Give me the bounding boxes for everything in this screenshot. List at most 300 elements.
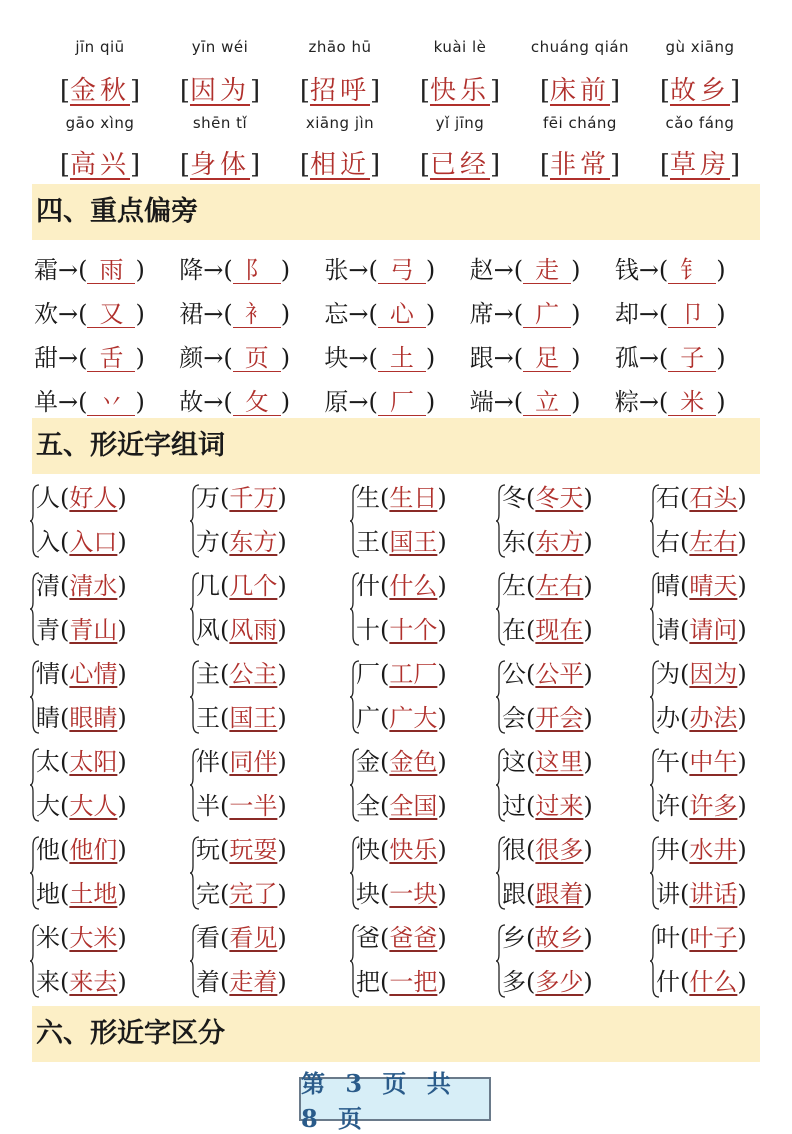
arrow: →(: [203, 388, 233, 416]
group-word: 跟着: [535, 880, 584, 908]
paren-open: (: [680, 880, 690, 908]
group-char: 主: [196, 660, 220, 688]
answer-word: 床前: [549, 76, 610, 106]
paren-close: ): [583, 704, 593, 732]
bracket-open: [: [419, 150, 430, 180]
paren-open: (: [526, 616, 536, 644]
radical-item: [470, 294, 615, 329]
answer-word: 故乡: [669, 76, 730, 106]
arrow: →(: [58, 300, 88, 328]
radical-char: 赵: [469, 256, 494, 284]
group-word: 十个: [389, 616, 438, 644]
group-line: [36, 566, 127, 601]
bracket-open: [: [659, 76, 670, 106]
paren-close: ): [737, 528, 747, 556]
group-char: 清: [36, 572, 60, 600]
paren-close: ): [135, 300, 145, 328]
group-word: 玩耍: [229, 836, 278, 864]
group-line: [196, 698, 287, 733]
paren-open: (: [526, 836, 536, 864]
char-group: [496, 566, 636, 654]
word-row: [40, 70, 760, 107]
group-word: 一把: [389, 968, 438, 996]
group-char: 井: [656, 836, 680, 864]
bracket-open: [: [59, 150, 70, 180]
paren-open: (: [380, 572, 390, 600]
radical-answer: 阝: [233, 257, 281, 284]
paren-close: ): [437, 836, 447, 864]
paren-close: ): [437, 924, 447, 952]
paren-close: ): [737, 704, 747, 732]
pinyin-text: chuáng qián: [530, 38, 630, 56]
section-4-title: 四、重点偏旁: [36, 196, 198, 227]
paren-close: ): [737, 660, 747, 688]
group-word: 土地: [69, 880, 118, 908]
group-line: [656, 830, 747, 865]
radical-char: 霜: [34, 256, 58, 284]
group-char: 午: [656, 748, 680, 776]
paren-close: ): [425, 256, 436, 284]
group-char: 方: [196, 528, 220, 556]
arrow: →(: [638, 256, 669, 284]
radical-row: [34, 294, 760, 329]
group-word: 走着: [229, 968, 278, 996]
radical-char: 故: [179, 388, 204, 416]
paren-close: ): [280, 256, 291, 284]
char-group: [350, 654, 490, 742]
radical-item: [34, 294, 179, 329]
bracket-open: [: [179, 76, 190, 106]
group-char: 伴: [196, 748, 220, 776]
word-answer: [160, 144, 280, 181]
group-line: [502, 874, 593, 909]
pinyin-text: xiāng jìn: [305, 114, 375, 132]
paren-close: ): [583, 792, 593, 820]
radical-char: 块: [324, 344, 349, 372]
paren-open: (: [380, 792, 390, 820]
group-word: 来去: [69, 968, 118, 996]
page-number-box: 第 3 页 共 8 页: [299, 1077, 491, 1121]
radical-char: 单: [34, 388, 58, 416]
char-group: [30, 566, 170, 654]
group-char: 把: [356, 968, 380, 996]
paren-close: ): [437, 792, 447, 820]
pinyin-text: gāo xìng: [65, 114, 135, 132]
paren-open: (: [680, 528, 690, 556]
radical-answer: 衤: [233, 301, 281, 328]
group-word: 心情: [69, 660, 118, 688]
paren-close: ): [716, 256, 726, 284]
group-line: [656, 522, 747, 557]
group-line: [36, 478, 127, 513]
group-row: [30, 918, 760, 1006]
group-char: 晴: [656, 572, 680, 600]
group-line: [36, 610, 127, 645]
group-word: 东方: [535, 528, 584, 556]
radical-char: 席: [469, 300, 494, 328]
word-answer: [280, 70, 400, 107]
paren-close: ): [437, 880, 447, 908]
pinyin-text: cǎo fáng: [665, 114, 735, 132]
group-word: 什么: [389, 572, 438, 600]
paren-open: (: [526, 792, 536, 820]
paren-close: ): [737, 616, 747, 644]
group-line: [656, 610, 747, 645]
arrow: →(: [493, 388, 524, 416]
group-line: [502, 830, 593, 865]
bracket-close: ]: [130, 150, 141, 180]
pinyin-text: yīn wéi: [191, 38, 249, 56]
bracket-open: [: [539, 76, 550, 106]
radical-item: [615, 294, 760, 329]
paren-open: (: [526, 748, 536, 776]
group-word: 国王: [389, 528, 438, 556]
char-group: [650, 566, 790, 654]
group-line: [502, 742, 593, 777]
paren-open: (: [680, 704, 690, 732]
paren-close: ): [437, 968, 447, 996]
word-answer: [40, 70, 160, 107]
group-line: [502, 522, 593, 557]
paren-open: (: [60, 836, 70, 864]
group-line: [502, 962, 593, 997]
radical-answer: 广: [523, 301, 571, 328]
paren-open: (: [526, 484, 536, 512]
group-line: [356, 874, 447, 909]
group-line: [356, 522, 447, 557]
group-char: 情: [36, 660, 60, 688]
group-line: [196, 610, 287, 645]
arrow: →(: [493, 300, 524, 328]
paren-open: (: [220, 748, 230, 776]
group-word: 他们: [69, 836, 118, 864]
group-char: 米: [36, 924, 60, 952]
paren-open: (: [60, 484, 70, 512]
group-char: 多: [502, 968, 526, 996]
group-word: 公主: [229, 660, 278, 688]
word-answer: [640, 144, 760, 181]
char-group: [350, 918, 490, 1006]
group-line: [196, 654, 287, 689]
radical-item: [324, 382, 469, 417]
word-answer: [520, 70, 640, 107]
group-word: 眼睛: [69, 704, 118, 732]
arrow: →(: [493, 256, 524, 284]
bracket-close: ]: [490, 76, 501, 106]
group-char: 会: [502, 704, 526, 732]
paren-open: (: [60, 880, 70, 908]
paren-close: ): [277, 572, 287, 600]
group-char: 太: [36, 748, 60, 776]
group-line: [656, 478, 747, 513]
group-line: [656, 918, 747, 953]
group-char: 在: [502, 616, 526, 644]
paren-open: (: [220, 836, 230, 864]
bracket-open: [: [539, 150, 550, 180]
group-line: [196, 962, 287, 997]
answer-word: 快乐: [429, 76, 490, 106]
group-word: 叶子: [689, 924, 738, 952]
radical-item: [179, 338, 324, 373]
radical-answer: 舌: [87, 345, 135, 372]
paren-close: ): [135, 256, 145, 284]
group-char: 玩: [196, 836, 220, 864]
radical-answer: 弓: [378, 257, 426, 284]
paren-close: ): [425, 388, 436, 416]
paren-close: ): [571, 344, 581, 372]
group-word: 一块: [389, 880, 438, 908]
group-char: 办: [656, 704, 680, 732]
group-line: [656, 654, 747, 689]
paren-open: (: [380, 528, 390, 556]
paren-open: (: [526, 528, 536, 556]
paren-open: (: [680, 572, 690, 600]
group-line: [196, 478, 287, 513]
paren-close: ): [571, 388, 581, 416]
pinyin-row: [40, 38, 760, 56]
group-line: [502, 566, 593, 601]
radical-item: [34, 338, 179, 373]
group-word: 国王: [229, 704, 278, 732]
group-word: 多少: [535, 968, 584, 996]
radical-item: [34, 382, 179, 417]
group-char: 快: [356, 836, 380, 864]
paren-open: (: [60, 528, 70, 556]
char-group: [650, 654, 790, 742]
paren-open: (: [680, 968, 690, 996]
bracket-close: ]: [610, 76, 621, 106]
group-word: 中午: [689, 748, 738, 776]
radical-answer: 走: [523, 257, 571, 284]
word-answer: [40, 144, 160, 181]
paren-open: (: [380, 880, 390, 908]
group-char: 叶: [656, 924, 680, 952]
answer-word: 招呼: [309, 76, 370, 106]
group-word: 左右: [535, 572, 584, 600]
paren-close: ): [437, 528, 447, 556]
word-row: [40, 144, 760, 181]
arrow: →(: [348, 300, 378, 328]
group-char: 为: [656, 660, 680, 688]
bracket-close: ]: [370, 76, 381, 106]
group-word: 这里: [535, 748, 584, 776]
group-word: 千万: [229, 484, 278, 512]
paren-close: ): [277, 924, 287, 952]
paren-close: ): [583, 880, 593, 908]
bracket-close: ]: [250, 150, 261, 180]
paren-close: ): [571, 300, 581, 328]
pinyin-text: jīn qiū: [75, 38, 125, 56]
group-char: 这: [502, 748, 526, 776]
bracket-open: [: [59, 76, 70, 106]
arrow: →(: [58, 256, 88, 284]
bracket-open: [: [659, 150, 670, 180]
radical-item: [34, 250, 179, 285]
paren-open: (: [220, 704, 230, 732]
char-group: [190, 742, 330, 830]
radical-row: [34, 338, 760, 373]
paren-open: (: [380, 836, 390, 864]
radical-char: 甜: [34, 344, 58, 372]
paren-open: (: [60, 660, 70, 688]
group-word: 大米: [69, 924, 118, 952]
paren-open: (: [680, 792, 690, 820]
paren-open: (: [220, 484, 230, 512]
radical-answer: 雨: [87, 257, 135, 284]
group-word: 广大: [389, 704, 438, 732]
group-char: 右: [656, 528, 680, 556]
group-word: 同伴: [229, 748, 278, 776]
group-word: 现在: [535, 616, 584, 644]
paren-open: (: [60, 748, 70, 776]
group-char: 乡: [502, 924, 526, 952]
radical-row: [34, 250, 760, 285]
paren-open: (: [220, 572, 230, 600]
paren-open: (: [526, 704, 536, 732]
group-char: 很: [502, 836, 526, 864]
paren-close: ): [583, 572, 593, 600]
group-word: 太阳: [69, 748, 118, 776]
group-row: [30, 654, 760, 742]
group-word: 公平: [535, 660, 584, 688]
char-group: [650, 918, 790, 1006]
paren-open: (: [380, 484, 390, 512]
paren-open: (: [220, 616, 230, 644]
group-line: [196, 874, 287, 909]
pinyin-text: kuài lè: [433, 38, 487, 56]
answer-word: 因为: [189, 76, 250, 106]
group-line: [36, 918, 127, 953]
paren-close: ): [277, 880, 287, 908]
radical-item: [470, 338, 615, 373]
paren-close: ): [117, 968, 127, 996]
group-line: [356, 918, 447, 953]
group-word: 晴天: [689, 572, 738, 600]
paren-close: ): [437, 484, 447, 512]
radical-char: 跟: [469, 344, 494, 372]
radical-char: 裙: [179, 300, 204, 328]
paren-close: ): [277, 968, 287, 996]
bracket-open: [: [179, 150, 190, 180]
group-line: [656, 962, 747, 997]
pinyin-text: yǐ jīng: [435, 114, 485, 132]
group-line: [502, 654, 593, 689]
paren-close: ): [737, 968, 747, 996]
paren-open: (: [380, 748, 390, 776]
answer-word: 草房: [669, 150, 730, 180]
arrow: →(: [638, 344, 669, 372]
paren-open: (: [220, 792, 230, 820]
paren-close: ): [425, 300, 436, 328]
paren-close: ): [280, 388, 291, 416]
group-line: [356, 478, 447, 513]
group-char: 风: [196, 616, 220, 644]
radical-char: 欢: [34, 300, 58, 328]
group-word: 入口: [69, 528, 118, 556]
paren-open: (: [526, 572, 536, 600]
group-char: 着: [196, 968, 220, 996]
group-line: [656, 874, 747, 909]
group-word: 一半: [229, 792, 278, 820]
group-line: [502, 918, 593, 953]
group-char: 十: [356, 616, 380, 644]
paren-close: ): [737, 792, 747, 820]
char-group: [190, 830, 330, 918]
paren-close: ): [583, 528, 593, 556]
group-line: [656, 698, 747, 733]
paren-close: ): [437, 748, 447, 776]
paren-close: ): [117, 572, 127, 600]
group-line: [196, 786, 287, 821]
radical-char: 粽: [614, 388, 639, 416]
char-group: [650, 830, 790, 918]
paren-close: ): [737, 748, 747, 776]
paren-open: (: [680, 660, 690, 688]
group-line: [356, 698, 447, 733]
group-char: 王: [356, 528, 380, 556]
group-line: [196, 918, 287, 953]
arrow: →(: [348, 388, 378, 416]
group-word: 几个: [229, 572, 278, 600]
group-word: 故乡: [535, 924, 584, 952]
paren-close: ): [117, 748, 127, 776]
group-char: 全: [356, 792, 380, 820]
radical-answer: 立: [523, 389, 571, 416]
paren-close: ): [117, 924, 127, 952]
arrow: →(: [638, 388, 669, 416]
group-line: [36, 830, 127, 865]
group-char: 跟: [502, 880, 526, 908]
group-word: 许多: [689, 792, 738, 820]
section-5-title: 五、形近字组词: [36, 430, 225, 461]
paren-open: (: [60, 792, 70, 820]
group-line: [36, 874, 127, 909]
group-word: 工厂: [389, 660, 438, 688]
radical-answer: 土: [378, 345, 426, 372]
char-group: [30, 654, 170, 742]
group-char: 什: [656, 968, 680, 996]
answer-word: 高兴: [69, 150, 130, 180]
group-char: 石: [656, 484, 680, 512]
group-char: 人: [36, 484, 60, 512]
char-group: [190, 478, 330, 566]
group-line: [36, 654, 127, 689]
paren-close: ): [117, 484, 127, 512]
paren-open: (: [680, 616, 690, 644]
paren-close: ): [117, 792, 127, 820]
group-word: 因为: [689, 660, 738, 688]
group-char: 地: [36, 880, 60, 908]
arrow: →(: [638, 300, 669, 328]
group-char: 金: [356, 748, 380, 776]
group-word: 风雨: [229, 616, 278, 644]
paren-close: ): [737, 484, 747, 512]
group-line: [36, 742, 127, 777]
bracket-close: ]: [370, 150, 381, 180]
bracket-open: [: [299, 150, 310, 180]
paren-close: ): [117, 836, 127, 864]
radical-item: [615, 382, 760, 417]
group-word: 办法: [689, 704, 738, 732]
group-char: 块: [356, 880, 380, 908]
radical-char: 颜: [179, 344, 204, 372]
paren-open: (: [220, 880, 230, 908]
bracket-close: ]: [610, 150, 621, 180]
arrow: →(: [58, 344, 88, 372]
paren-open: (: [60, 968, 70, 996]
radical-answer: 钅: [668, 257, 716, 284]
paren-close: ): [277, 748, 287, 776]
